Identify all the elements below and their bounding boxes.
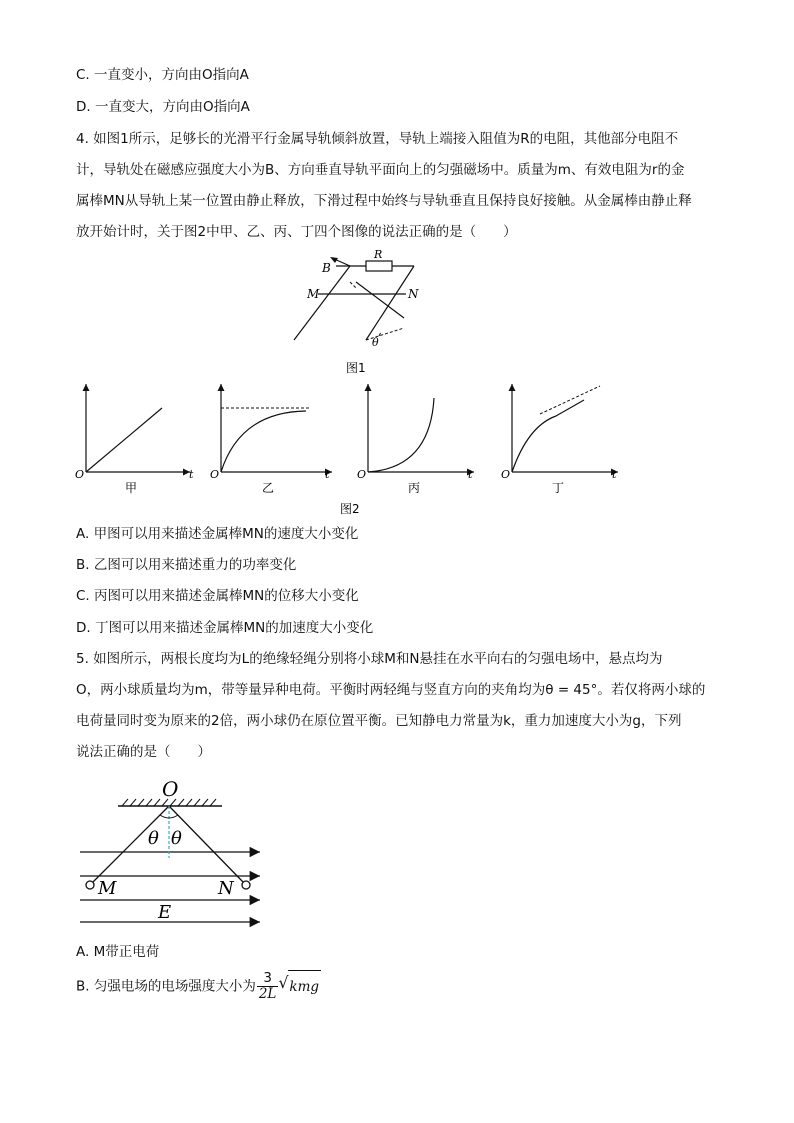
fig1-label-b: B xyxy=(322,261,331,275)
q5-option-b-sqrt: √ kmg xyxy=(288,970,321,1003)
bing-label: 丙 xyxy=(408,481,421,495)
q4-text-line2: 计，导轨处在磁感应强度大小为B、方向垂直导轨平面向上的匀强磁场中。质量为m、有效电阻为r的金 xyxy=(76,162,685,178)
fig1-label-r: R xyxy=(374,248,383,261)
q5-option-b xyxy=(76,970,321,1003)
jia-t: t xyxy=(189,468,194,481)
q4-option-a: A. 甲图可以用来描述金属棒MN的速度大小变化 xyxy=(76,526,359,542)
q4-text-line4: 放开始计时，关于图2中甲、乙、丙、丁四个图像的说法正确的是（ ） xyxy=(76,224,517,240)
fraction-denominator: 2L xyxy=(258,986,277,1002)
q5-text-line2: O，两小球质量均为m，带等量异种电荷。平衡时两轻绳与竖直方向的夹角均为θ = 45°。若仅将两小球的 xyxy=(76,682,706,698)
q5-text-line4: 说法正确的是（ ） xyxy=(76,744,211,760)
q5-label-n: N xyxy=(218,878,234,899)
q5-text-line3: 电荷量同时变为原来的2倍，两小球仍在原位置平衡。已知静电力常量为k，重力加速度大小为g，下列 xyxy=(76,713,682,729)
q4-option-b: B. 乙图可以用来描述重力的功率变化 xyxy=(76,557,297,573)
fig1-label-theta: θ xyxy=(372,336,379,349)
q4-text-line1: 4. 如图1所示，足够长的光滑平行金属导轨倾斜放置，导轨上端接入阻值为R的电阻，其他部分电阻不 xyxy=(76,131,679,147)
figure-2-graphs xyxy=(70,380,630,520)
graph-jia xyxy=(75,384,194,495)
ding-t: t xyxy=(612,468,617,481)
fraction-numerator: 3 xyxy=(257,971,279,987)
graph-bing xyxy=(357,384,474,495)
graph-yi xyxy=(210,384,332,495)
figure-1-rails xyxy=(280,248,430,378)
q5-option-b-fraction xyxy=(257,971,279,1002)
q4-option-c: C. 丙图可以用来描述金属棒MN的位移大小变化 xyxy=(76,588,359,604)
q5-label-e: E xyxy=(158,902,172,923)
option-c: C. 一直变小，方向由O指向A xyxy=(76,67,249,83)
q5-option-a: A. M带正电荷 xyxy=(76,944,160,960)
q5-label-o: O xyxy=(162,777,179,801)
figure-q5-pendulums xyxy=(76,776,276,926)
jia-label: 甲 xyxy=(125,481,138,495)
q5-text-line1: 5. 如图所示，两根长度均为L的绝缘轻绳分别将小球M和N悬挂在水平向右的匀强电场中，悬点均为 xyxy=(76,651,663,667)
q5-label-theta-right: θ xyxy=(171,828,182,849)
jia-origin: O xyxy=(75,468,85,481)
bing-t: t xyxy=(468,468,473,481)
option-d: D. 一直变大，方向由O指向A xyxy=(76,99,250,115)
ding-origin: O xyxy=(501,468,511,481)
q4-text-line3: 属棒MN从导轨上某一位置由静止释放，下滑过程中始终与导轨垂直且保持良好接触。从金属棒由静止释 xyxy=(76,193,692,209)
fig1-label-n: N xyxy=(408,287,419,301)
bing-origin: O xyxy=(357,468,367,481)
q4-option-d: D. 丁图可以用来描述金属棒MN的加速度大小变化 xyxy=(76,620,374,636)
graph-ding xyxy=(501,384,618,495)
yi-origin: O xyxy=(210,468,220,481)
yi-t: t xyxy=(325,468,330,481)
fig1-caption: 图1 xyxy=(346,361,366,375)
q5-label-theta-left: θ xyxy=(148,828,159,849)
yi-label: 乙 xyxy=(262,481,275,495)
fig1-label-m: M xyxy=(307,287,320,301)
q5-option-b-text: B. 匀强电场的电场强度大小为 xyxy=(76,978,256,995)
ding-label: 丁 xyxy=(552,481,565,495)
q5-label-m: M xyxy=(98,878,117,899)
fig2-caption: 图2 xyxy=(340,502,360,516)
